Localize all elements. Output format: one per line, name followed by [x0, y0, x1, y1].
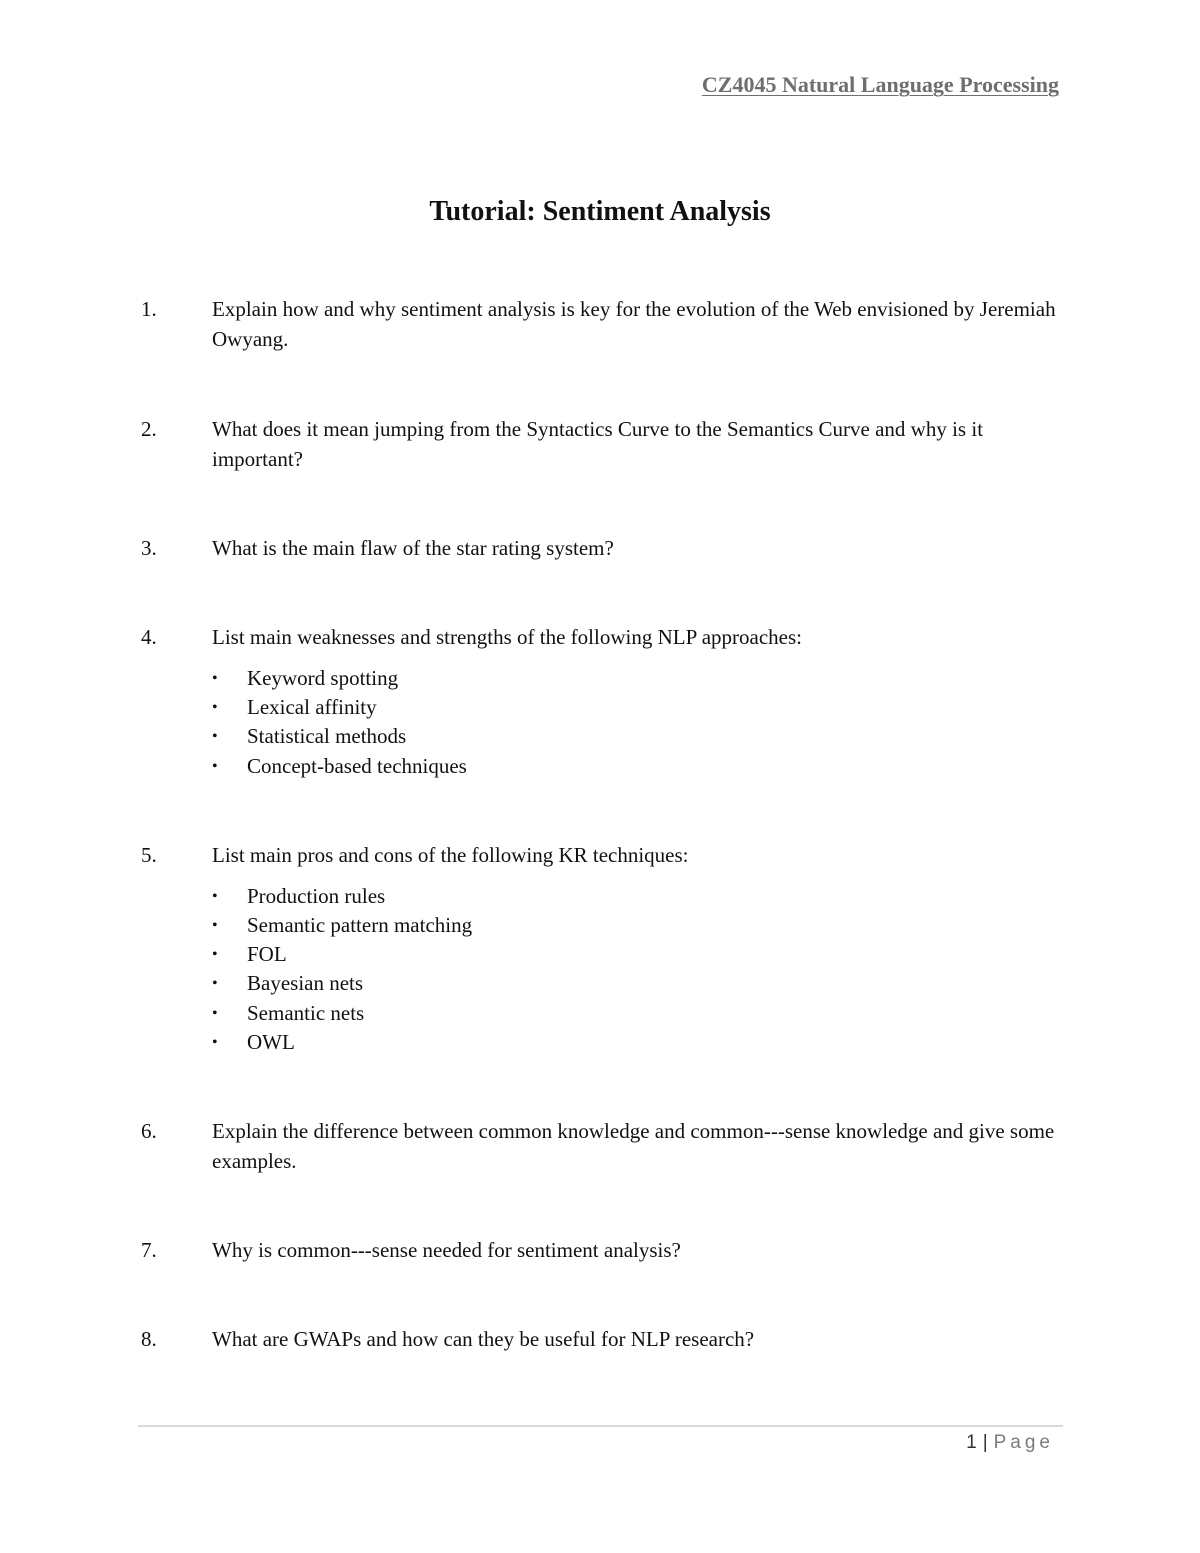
page-title: Tutorial: Sentiment Analysis: [429, 196, 771, 227]
page-number: 1: [966, 1432, 977, 1453]
question-number: 7.: [141, 1238, 157, 1263]
question-7: [141, 1235, 1071, 1265]
bullet-icon: •: [212, 887, 218, 905]
kr-techniques-list: [212, 882, 1071, 1057]
question-text: What does it mean jumping from the Syntactics Curve to the Semantics Curve and why is it important?: [212, 417, 984, 471]
question-5: [141, 840, 1071, 1057]
list-item: • Production rules: [212, 882, 1071, 911]
question-number: 6.: [141, 1119, 157, 1144]
bullet-icon: •: [212, 699, 218, 717]
question-number: 1.: [141, 297, 157, 321]
question-8: [141, 1324, 1071, 1354]
question-6: [141, 1116, 1071, 1176]
footer-divider: [138, 1425, 1063, 1427]
page-footer: [966, 1432, 1054, 1454]
question-list: [141, 294, 1071, 1354]
list-item: • Keyword spotting: [212, 664, 1071, 693]
footer-separator: |: [982, 1432, 988, 1453]
page-header-course: CZ4045 Natural Language Processing: [701, 72, 1059, 97]
question-number: 8.: [141, 1327, 157, 1352]
nlp-approaches-list: [212, 664, 1071, 781]
list-item: • Concept-based techniques: [212, 752, 1071, 781]
question-3: [141, 533, 1071, 563]
list-item: • Statistical methods: [212, 722, 1071, 751]
bullet-icon: •: [212, 670, 218, 687]
page-label: Page: [993, 1432, 1054, 1453]
question-text: Explain how and why sentiment analysis is key for the evolution of the Web envisioned by Jeremiah Owyang.: [212, 297, 1056, 351]
bullet-icon: •: [212, 917, 218, 935]
bullet-icon: •: [212, 975, 218, 993]
question-number: 5.: [141, 842, 157, 867]
question-text: What is the main flaw of the star rating system?: [212, 536, 614, 560]
bullet-icon: •: [212, 757, 218, 775]
question-text: List main pros and cons of the following KR techniques:: [212, 842, 689, 867]
list-item: • Lexical affinity: [212, 693, 1071, 722]
question-1: [141, 294, 1071, 354]
bullet-icon: •: [212, 946, 218, 964]
bullet-icon: •: [212, 1033, 218, 1051]
question-2: [141, 414, 1071, 474]
bullet-icon: •: [212, 1004, 218, 1022]
question-number: 3.: [141, 536, 157, 560]
question-text: Explain the difference between common knowledge and common---sense knowledge and give some examples.: [212, 1119, 1055, 1174]
question-text: What are GWAPs and how can they be useful for NLP research?: [212, 1327, 755, 1352]
question-number: 2.: [141, 417, 157, 441]
list-item: • FOL: [212, 940, 1071, 969]
question-text: Why is common---sense needed for sentiment analysis?: [212, 1238, 681, 1263]
list-item: • Semantic pattern matching: [212, 911, 1071, 940]
question-number: 4.: [141, 625, 157, 649]
list-item: • Bayesian nets: [212, 969, 1071, 998]
question-4: [141, 622, 1071, 781]
list-item: • OWL: [212, 1028, 1071, 1057]
list-item: • Semantic nets: [212, 999, 1071, 1028]
question-text: List main weaknesses and strengths of the following NLP approaches:: [212, 625, 803, 649]
bullet-icon: •: [212, 728, 218, 746]
